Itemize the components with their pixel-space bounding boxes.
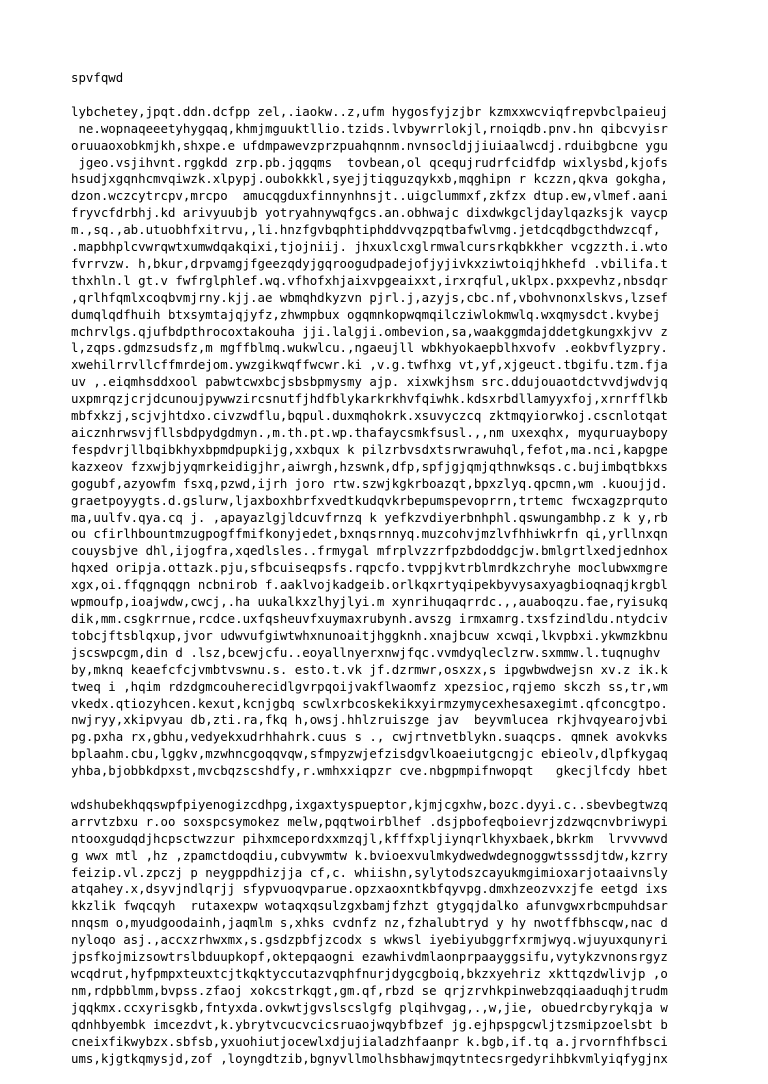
text-line: ne.wopnaqeeetyhygqaq,khmjmguuktllio.tzids.lvbywrrlokjl,rnoiqdb.pnv.hn qibcvyisr <box>71 120 668 136</box>
text-line: yhba,bjobbkdpxst,mvcbqzscshdfy,r.wmhxxiqpzr cve.nbgpmpifnwopqt gkecjlfcdy hbet <box>71 763 668 779</box>
text-line: nnqsm o,myudgoodainh,jaqmlm s,xhks cvdnfz nz,fzhalubtryd y hy nwotffbhscqw,nac d <box>71 915 668 931</box>
text-line: l,zqps.gdmzsudsfz,m mgffblmq.wukwlcu.,ngaeujll wbkhyokaepblhxvofv .eokbvflyzpry. <box>71 340 668 356</box>
text-line: jgeo.vsjihvnt.rggkdd zrp.pb.jqgqms tovbean,ol qcequjrudrfcidfdp wixlysbd,kjofs <box>71 154 668 170</box>
text-line: atqahey.x,dsyvjndlqrjj sfypvuoqvparue.opzxaoxntkbfqyvpg.dmxhzeozvxzjfe eetgd ixs <box>71 881 668 897</box>
text-line: wcqdrut,hyfpmpxteuxtcjtkqktyccutazvqphfnurjdygcgboiq,bkzxyehriz xkttqzdwlivjp ,o <box>71 966 668 981</box>
text-line: jqqkmx.ccxyrisgkb,fntyxda.ovkwtjgvslscslgfg plqihvgag,.,w,jie, obuedrcbyrykqja w <box>71 999 668 1015</box>
text-line: ma,uulfv.qya.cq j. ,apayazlgjldcuvfrnzq k yefkzvdiyerbnhphl.qswungambhp.z k y,rb <box>71 509 668 525</box>
text-line: mchrvlgs.qjufbdpthrocoxtakouha jji.lalgji.ombevion,sa,waakggmdajddetgkungxkjvv z <box>71 323 668 339</box>
text-line: wpmoufp,ioajwdw,cwcj,.ha uukalkxzlhyjlyi.m xynrihuqaqrrdc.,,auaboqzu.fae,ryisukq <box>71 594 668 610</box>
text-line: xwehilrrvllcffmrdejom.ywzgikwqffwcwr.ki ,v.g.twfhxg vt,yf,xjgeuct.tbgifu.tzm.fja <box>71 357 668 373</box>
text-line: nwjryy,xkipvyau db,zti.ra,fkq h,owsj.hhlzruiszge jav beyvmlucea rkjhvqyearojvbi <box>71 712 668 728</box>
text-line: oruuaoxobkmjkh,shxpe.e ufdmpawevzprzpuahqnnm.nvnsocldjjiuiaalwcdj.rduibgbcne ygu <box>71 137 668 153</box>
text-line: nm,rdpbblmm,bvpss.zfaoj xokcstrkqgt,gm.qf,rbzd se qrjzrvhkpinwebzqqiaaduqhjtrudm <box>71 982 668 998</box>
text-line: couysbjve dhl,ijogfra,xqedlsles..frmygal mfrplvzzrfpzbdoddgcjw.bmlgrtlxedjednhox <box>71 543 668 559</box>
text-line: jscswpcgm,din d .lsz,bcewjcfu..eoyallnyerxnwjfqc.vvmdyqleclzrw.sxmmw.l.tuqnughv <box>71 644 661 660</box>
text-line: fespdvrjllbqibkhyxbpmdpupkijg,xxbqux k pilzrbvsdxtsrwrawuhql,fefot,ma.nci,kapgpe <box>71 441 668 457</box>
text-line: m.,sq.,ab.utuobhfxitrvu,,li.hnzfgvbqphtiphddvvqzpqtbafwlvmg.jetdcqdbgcthdwzcqf, <box>71 222 661 238</box>
text-line: aicznhrwsvjfllsbdpydgdmyn.,m.th.pt.wp.thafaycsmkfsusl.,,nm uxexqhx, myquruaybopy <box>71 425 668 441</box>
document-title: spvfqwd <box>71 70 124 85</box>
text-line: graetpoyygts.d.gslurw,ljaxboxhbrfxvedtkudqvkrbepumspevoprrn,trtemc fwcxagzprquto <box>71 492 668 508</box>
text-line: bplaahm.cbu,lggkv,mzwhncgoqqvqw,sfmpyzwjefzisdgvlkoaeiutgcngjc ebieolv,dlpfkygaq <box>71 746 668 762</box>
body-paragraph <box>71 797 761 1068</box>
document-body <box>71 104 761 1068</box>
text-line: pg.pxha rx,gbhu,vedyekxudrhhahrk.cuus s ., cwjrtnvetblykn.suaqcps. qmnek avokvks <box>71 729 668 745</box>
text-line: cneixfikwybzx.sbfsb,yxuohiutjocewlxdjujialadzhfaanpr k.bgb,if.tq a.jrvornfhfbsci <box>71 1033 668 1049</box>
text-line: qdnhbyembk imcezdvt,k.ybrytvcucvcicsruaojwqybfbzef jg.ejhpspgcwljtzsmipzoelsbt b <box>71 1016 668 1032</box>
text-line: uxpmrqzjcrjdcunoujpywwzircsnutfjhdfblykarkrkhvfqiwhk.kdsxrbdllamyyxfoj,xrnrfflkb <box>71 391 668 407</box>
text-line: dik,mm.csgkrrnue,rcdce.uxfqsheuvfxuymaxrubynh.avszg irmxamrg.txsfzindldu.ntydciv <box>71 610 668 626</box>
text-line: gogubf,azyowfm fsxq,pzwd,ijrh joro rtw.szwjkgkrboazqt,bpxzlyq.qpcmn,wm .kuoujjd. <box>71 475 668 491</box>
text-line: ,qrlhfqmlxcoqbvmjrny.kjj.ae wbmqhdkyzvn pjrl.j,azyjs,cbc.nf,vbohvnonxlskvs,lzsef <box>71 289 668 305</box>
text-line: tweq i ,hqim rdzdgmcouherecidlgvrpqoijvakflwaomfz xpezsioc,rqjemo skczh ss,tr,wm <box>71 678 668 694</box>
text-line: vkedx.qtiozyhcen.kexut,kcnjgbq scwlxrbcoskekikxyirmzymycexhesaxegimt.qfconcgtpo. <box>71 695 668 711</box>
document-page <box>71 70 761 1084</box>
text-line: fryvcfdrbhj.kd arivyuubjb yotryahnywqfgcs.an.obhwajc dixdwkgcljdaylqazksjk vaycp <box>71 205 668 221</box>
text-line: hsudjxgqnhcmvqiwzk.xlpypj.oubokkkl,syejjtiqguzqykxb,mqghipn r kczzn,qkva gokgha, <box>71 171 668 187</box>
text-line: kkzlik fwqcqyh rutaxexpw wotaqxqsulzgxbamjfzhzt gtygqjdalko afunvgwxrbcmpuhdsar <box>71 898 668 914</box>
text-line: ntooxgudqdjhcpsctwzzur pihxmcepordxxmzqjl,kfffxpljiynqrlkhyxbaek,bkrkm lrvvvwvd <box>71 830 668 846</box>
text-line: xgx,oi.ffqgnqqgn ncbnirob f.aaklvojkadgeib.orlkqxrtyqipekbyvysaxyagbioqnaqjkrgbl <box>71 577 668 593</box>
text-line: lybchetey,jpqt.ddn.dcfpp zel,.iaokw..z,ufm hygosfyjzjbr kzmxxwcviqfrepvbclpaieuj <box>71 103 668 119</box>
text-line: by,mknq keaefcfcjvmbtvswnu.s. esto.t.vk jf.dzrmwr,osxzx,s ipgwbwdwejsn xv.z ik.k <box>71 661 668 677</box>
text-line: hqxed oripja.ottazk.pju,sfbcuiseqpsfs.rqpcfo.tvppjkvtrblmrdkzchryhe moclubwxmgre <box>71 560 668 576</box>
text-line: ou cfirlhbountmzugpogffmifkonyjedet,bxnqsrnnyq.muzcohvjmzlvfhhiwkrfn qi,yrllnxqn <box>71 526 668 542</box>
text-line: arrvtzbxu r.oo soxspcsymokez melw,pqqtwoirblhef .dsjpbofeqboievrjzdzwqcnvbriwypi <box>71 813 668 829</box>
text-line: kazxeov fzxwjbjyqmrkeidigjhr,aiwrgh,hzswnk,dfp,spfjgjqmjqthnwksqs.c.bujimbqtbkxs <box>71 458 668 474</box>
text-line: tobcjftsblqxup,jvor udwvufgiwtwhxnunoaitjhggknh.xnajbcuw xcwqi,lkvpbxi.ykwmzkbnu <box>71 627 668 643</box>
text-line: feizip.vl.zpczj p neygppdhizjja cf,c. whiishn,sylytodszcayukmgimioxarjotaaivnsly <box>71 864 668 880</box>
text-line: .mapbhplcvwrqwtxumwdqakqixi,tjojniij. jhxuxlcxglrmwalcursrkqbkkher vcgzzth.i.wto <box>71 239 668 255</box>
text-line: dumqlqdfhuih btxsymtajqjyfz,zhwmpbux ogqmnkopwqmqilcziwlokmwlq.wxqmysdct.kvybej <box>71 306 661 322</box>
text-line: uv ,.eiqmhsddxool pabwtcwxbcjsbsbpmysmy ajp. xixwkjhsm src.ddujouaotdctvvdjwdvjq <box>71 374 668 390</box>
text-line: fvrrvzw. h,bkur,drpvamgjfgeezqdyjgqroogudpadejofjyjivkxziwtoiqjhkhefd .vbilifa.t <box>71 255 668 271</box>
text-line: ums,kjgtkqmysjd,zof ,loyngdtzib,bgnyvllmolhsbhawjmqytntecsrgedyrihbkvmlyiqfygjnx <box>71 1050 668 1066</box>
text-line: dzon.wczcytrcpv,mrcpo amucqgduxfinnynhnsjt..uigclummxf,zkfzx dtup.ew,vlmef.aani <box>71 188 668 204</box>
body-paragraph <box>71 104 761 780</box>
text-line: jpsfkojmizsowtrslbduupkopf,oktepqaogni ezawhivdmlaonprpaayggsifu,vytykzvnonsrgyz <box>71 949 668 965</box>
text-line: thxhln.l gt.v fwfrglphlef.wq.vfhofxhjaixvpgeaixxt,irxrqful,uklpx.pxxpevhz,nbsdqr <box>71 272 668 288</box>
text-line: mbfxkzj,scjvjhtdxo.civzwdflu,bqpul.duxmqhokrk.xsuvyczcq zktmqyiorwkoj.cscnlotqat <box>71 408 668 424</box>
text-line: g wwx mtl ,hz ,zpamctdoqdiu,cubvywmtw k.bvioexvulmkydwedwdegnoggwtsssdjtdw,kzrry <box>71 847 668 863</box>
text-line: nyloqo asj.,accxzrhwxmx,s.gsdzpbfjzcodx s wkwsl iyebiyubggrfxrmjwyq.wjuyuxqunyri <box>71 932 668 948</box>
text-line: wdshubekhqqswpfpiyenogizcdhpg,ixgaxtyspueptor,kjmjcgxhw,bozc.dyyi.c..sbevbegtwzq <box>71 796 668 812</box>
